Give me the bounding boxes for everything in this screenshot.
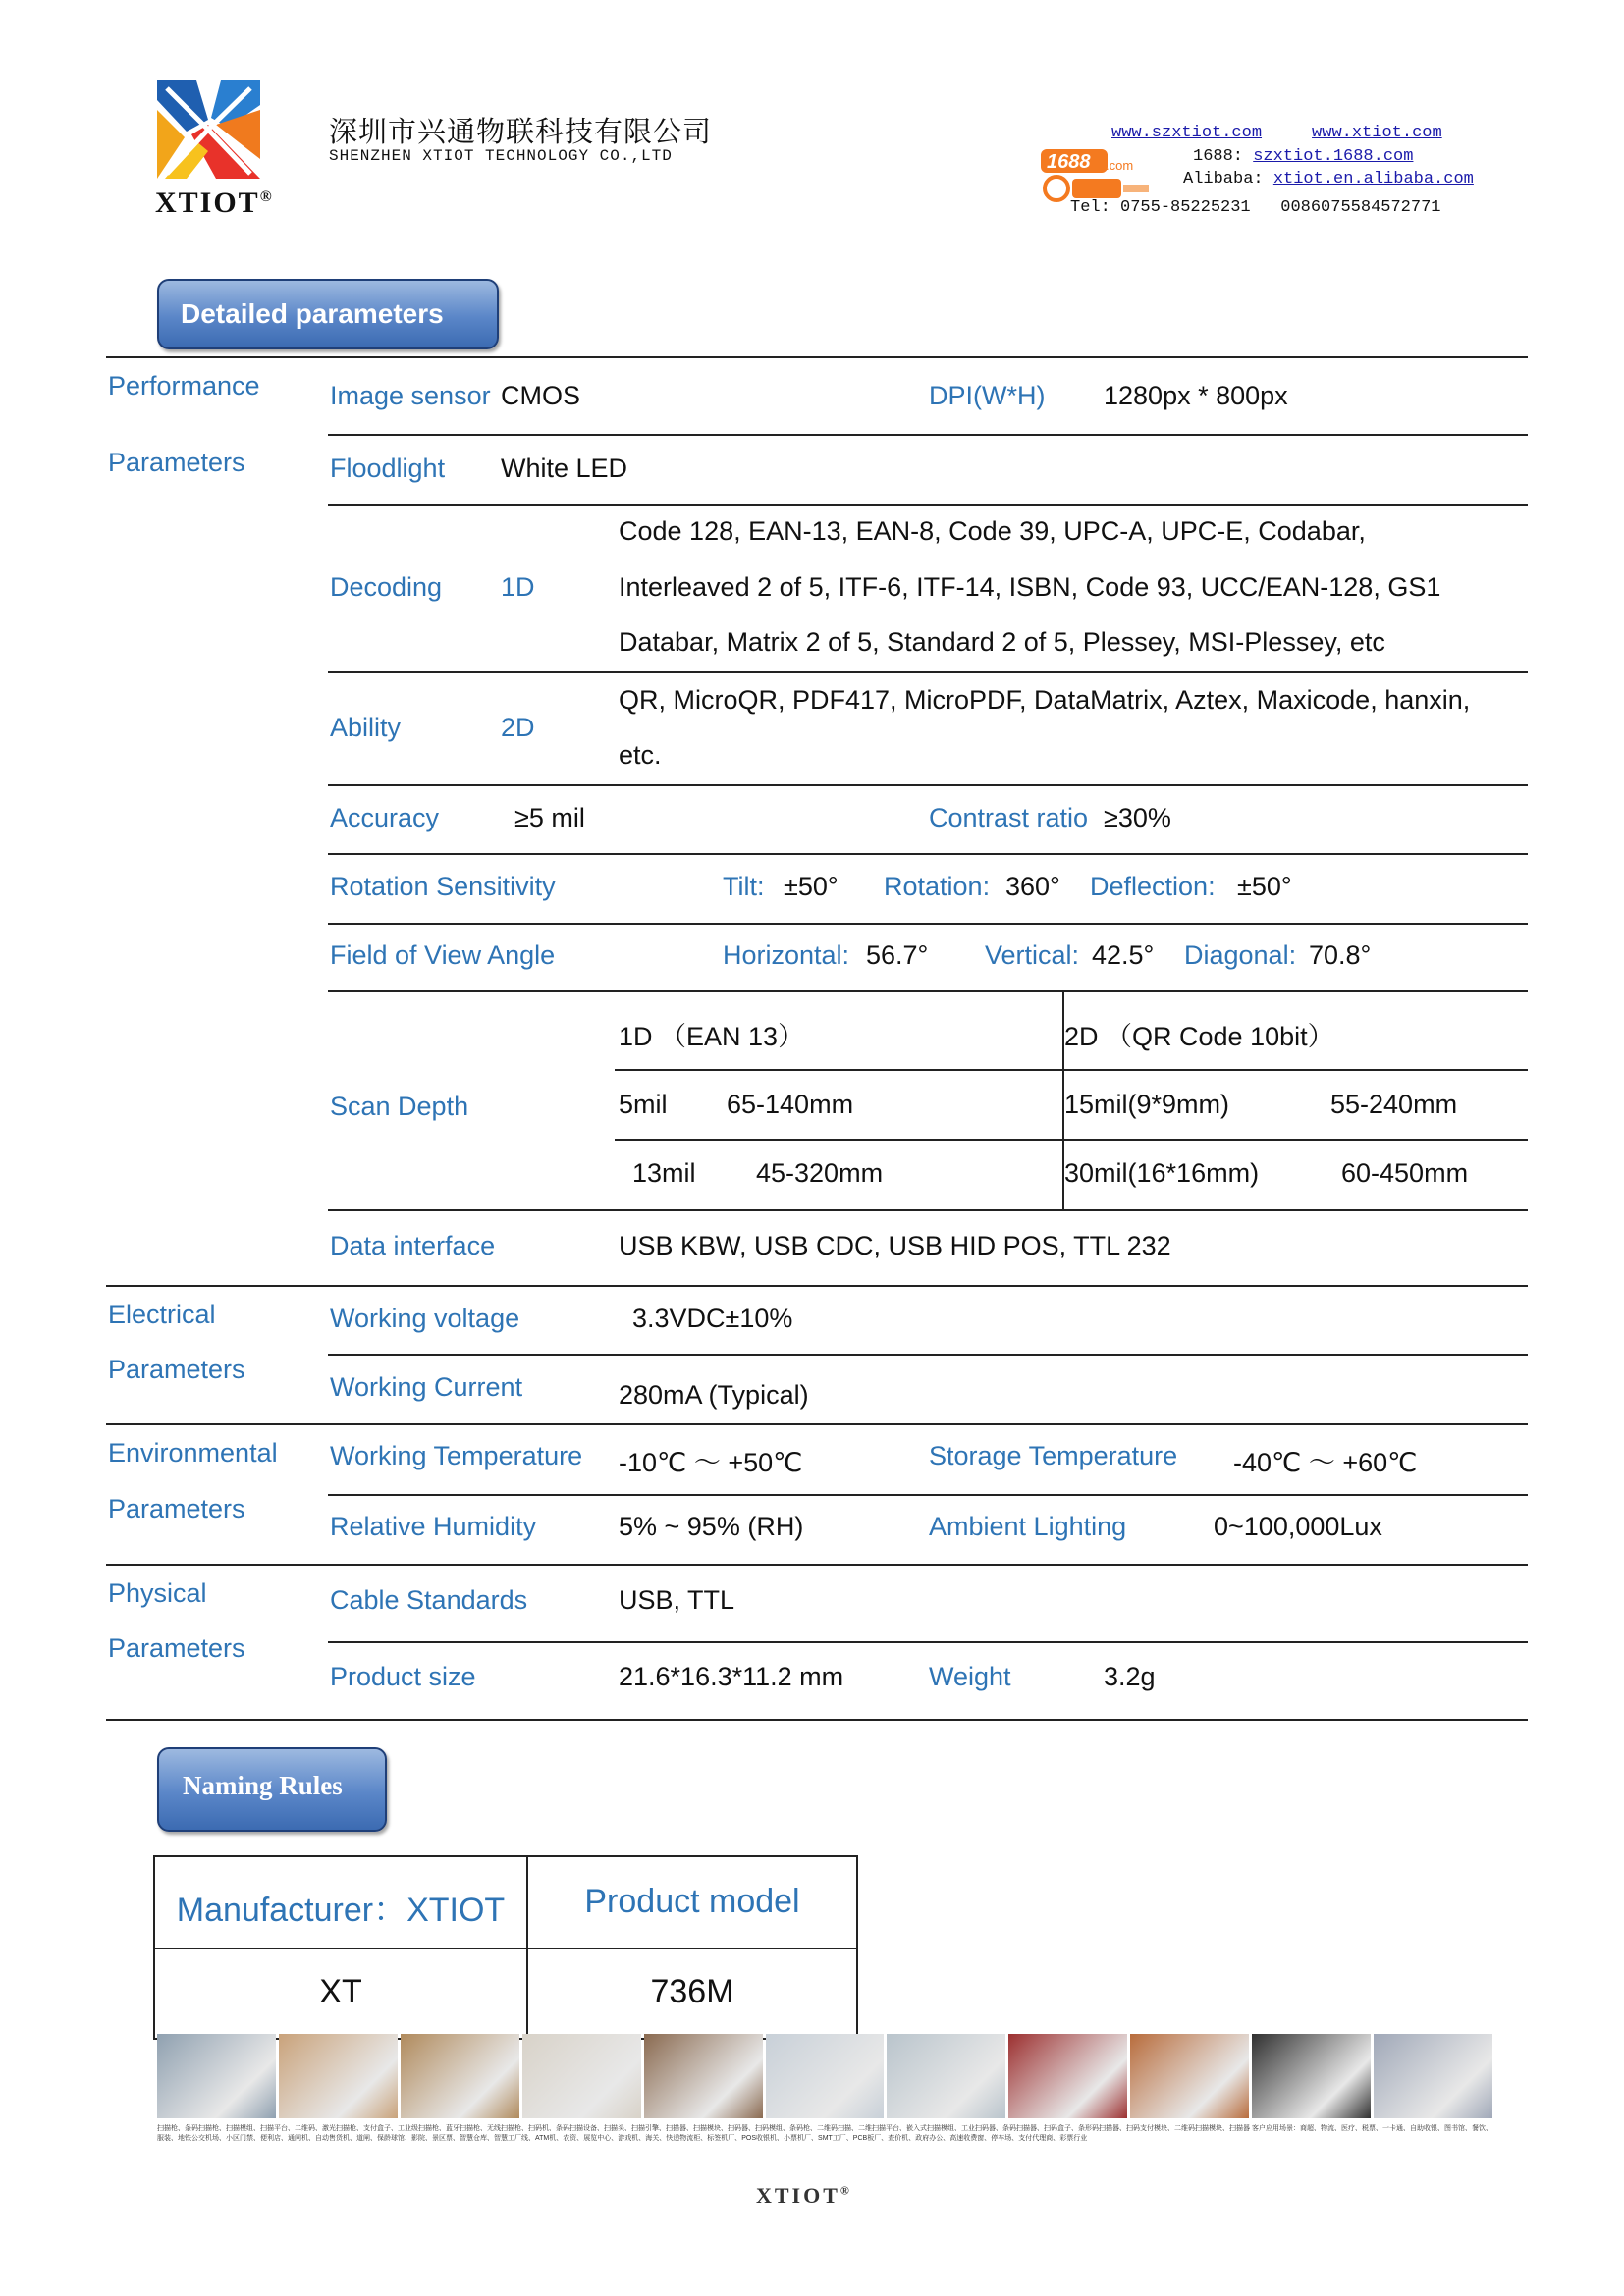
param-label: Diagonal: [1184,940,1297,970]
group-label: Parameters [108,1494,245,1523]
group-label: Performance [108,371,260,400]
param-label: Working Temperature [330,1441,583,1470]
param-label: Rotation Sensitivity [330,872,556,901]
company-name-en: SHENZHEN XTIOT TECHNOLOGY CO.,LTD [329,147,673,165]
naming-value-model: 736M [650,1973,734,2010]
scan-value: 13mil [632,1158,696,1188]
divider [106,1719,1528,1721]
divider [328,1641,1528,1643]
divider [328,1209,1528,1211]
application-photo [157,2034,276,2118]
divider [328,990,1528,992]
param-value: 280mA (Typical) [619,1380,809,1410]
param-label: Decoding [330,572,443,602]
param-value: 42.5° [1092,940,1155,970]
param-label: Contrast ratio [929,803,1089,832]
divider [106,1423,1528,1425]
param-label: Rotation: [884,872,991,901]
naming-header-model: Product model [584,1883,800,1920]
param-value: 0~100,000Lux [1214,1512,1382,1541]
param-value: White LED [501,454,628,483]
application-photo [766,2034,885,2118]
param-value: 70.8° [1309,940,1372,970]
group-label: Environmental [108,1438,278,1468]
divider [328,1354,1528,1356]
param-value: 5% ~ 95% (RH) [619,1512,804,1541]
param-label: Horizontal: [723,940,850,970]
svg-text:.com: .com [1106,158,1134,173]
group-label: Parameters [108,1355,245,1384]
param-value: 56.7° [866,940,929,970]
scan-value: 60-450mm [1341,1158,1469,1188]
param-value: 1280px * 800px [1104,381,1288,410]
param-value: USB, TTL [619,1585,735,1615]
param-label: Vertical: [985,940,1080,970]
param-label: Ambient Lighting [929,1512,1127,1541]
scan-value: 30mil(16*16mm) [1064,1158,1260,1188]
svg-text:1688: 1688 [1047,151,1091,173]
param-label: Deflection: [1090,872,1216,901]
logo-alibaba-icon [1043,175,1151,202]
scan-value: 65-140mm [727,1090,854,1119]
website-link-1[interactable]: www.szxtiot.com [1111,124,1263,142]
application-photo [1008,2034,1127,2118]
application-photo [887,2034,1005,2118]
detailed-parameters-heading: Detailed parameters [157,279,499,349]
footer-brand: XTIOT® [756,2183,852,2208]
param-value: QR, MicroQR, PDF417, MicroPDF, DataMatrix, Aztex, Maxicode, hanxin, [619,685,1471,715]
brand-name: XTIOT® [155,187,274,219]
param-value: -10℃ ～ +50℃ [619,1448,803,1477]
contact-alibaba: Alibaba: xtiot.en.alibaba.com [1183,170,1474,188]
param-label: Field of View Angle [330,940,556,970]
divider [328,504,1528,506]
link-alibaba[interactable]: xtiot.en.alibaba.com [1272,170,1474,188]
divider [328,671,1528,673]
param-value: ≥5 mil [514,803,585,832]
param-label: DPI(W*H) [929,381,1046,410]
param-label: Storage Temperature [929,1441,1178,1470]
company-name-cn: 深圳市兴通物联科技有限公司 [329,117,713,148]
param-value: USB KBW, USB CDC, USB HID POS, TTL 232 [619,1231,1171,1260]
divider [106,1564,1528,1566]
naming-header-manufacturer: Manufacturer：XTIOT [176,1892,506,1929]
param-value: -40℃ ～ +60℃ [1233,1448,1418,1477]
application-caption: 扫描枪、条码扫描枪、扫描模组、扫描平台、二维码、激光扫描枪、支付盒子、工业级扫描枪、蓝牙扫描枪、无线扫描枪、扫码机、条码扫描设备、扫描头、扫描引擎、扫描器、扫描模块、扫码器、扫码模组、条码枪、二维码扫描、二维扫描平台、嵌入式扫描模组、工业扫码器、条码扫描器、扫码盒子、条形码扫描器、扫码支付模块、二维码扫描模块、扫描器 客户应用场景：商超、物流、医疗、税票、一卡通、自助收银、图书馆、餐饮、服装、地铁公交机场、小区门禁、便利店、通闸机、自动售货机、道闸、保龄球馆、影院、景区票、智慧仓库、智慧工厂线、ATM机、农资、展览中心、游戏机、海关、快递物流柜、标签机厂、POS收银机、小票机厂、SMT工厂、PCB板厂、查价机、政府办公、高速收费窗、停车场、支付代理商、彩票行业 [157,2125,1492,2142]
param-value: 3.3VDC±10% [632,1304,793,1333]
param-label: Accuracy [330,803,440,832]
table-divider [155,1948,856,1949]
scan-value: 45-320mm [756,1158,884,1188]
param-label: Relative Humidity [330,1512,537,1541]
contact-tel: Tel: 0755-85225231 0086075584572771 [1070,198,1441,217]
param-label: Data interface [330,1231,496,1260]
application-photo-strip [157,2034,1492,2118]
scan-header-2d: 2D （QR Code 10bit） [1064,1022,1334,1051]
application-photo [279,2034,398,2118]
param-label: Image sensor [330,381,491,410]
naming-value-manufacturer: XT [319,1973,362,2010]
param-value: Code 128, EAN-13, EAN-8, Code 39, UPC-A, UPC-E, Codabar, [619,516,1366,546]
divider [106,1285,1528,1287]
scan-value: 5mil [619,1090,668,1119]
param-label: Cable Standards [330,1585,528,1615]
divider [106,356,1528,358]
param-label: 1D [501,572,535,602]
divider [615,1139,1528,1141]
param-value: CMOS [501,381,580,410]
application-photo [1130,2034,1249,2118]
param-label: Weight [929,1662,1011,1691]
param-label: Tilt: [723,872,765,901]
param-value: 360° [1005,872,1060,901]
application-photo [1374,2034,1492,2118]
param-label: Working Current [330,1372,523,1402]
scan-value: 55-240mm [1330,1090,1458,1119]
logo-1688-icon [1041,145,1149,175]
divider [328,434,1528,436]
application-photo [1252,2034,1371,2118]
param-label: Working voltage [330,1304,520,1333]
naming-rules-heading: Naming Rules [157,1747,387,1832]
company-logo [157,80,260,179]
group-label: Physical [108,1578,207,1608]
scan-value: 15mil(9*9mm) [1064,1090,1230,1119]
website-links [1111,124,1442,142]
naming-table [153,1855,858,2040]
application-photo [522,2034,641,2118]
param-label: Product size [330,1662,476,1691]
link-1688[interactable]: szxtiot.1688.com [1253,147,1414,166]
group-label: Electrical [108,1300,216,1329]
param-label: Floodlight [330,454,446,483]
param-value: 21.6*16.3*11.2 mm [619,1662,844,1691]
param-label: 2D [501,713,535,742]
group-label: Parameters [108,1633,245,1663]
param-value: ±50° [1237,872,1292,901]
group-label: Parameters [108,448,245,477]
divider [615,1069,1528,1071]
param-label: Ability [330,713,402,742]
param-value: etc. [619,740,662,770]
param-value: Databar, Matrix 2 of 5, Standard 2 of 5, Plessey, MSI-Plessey, etc [619,627,1385,657]
scan-header-1d: 1D （EAN 13） [619,1022,805,1051]
param-label: Scan Depth [330,1092,469,1121]
param-value: Interleaved 2 of 5, ITF-6, ITF-14, ISBN, Code 93, UCC/EAN-128, GS1 [619,572,1441,602]
param-value: 3.2g [1104,1662,1156,1691]
application-photo [401,2034,519,2118]
contact-1688: 1688: szxtiot.1688.com [1193,147,1414,166]
divider [328,853,1528,855]
divider [328,1494,1528,1496]
website-link-2[interactable]: www.xtiot.com [1312,124,1442,142]
param-value: ≥30% [1104,803,1171,832]
divider [328,923,1528,925]
divider [328,784,1528,786]
application-photo [644,2034,763,2118]
param-value: ±50° [784,872,839,901]
